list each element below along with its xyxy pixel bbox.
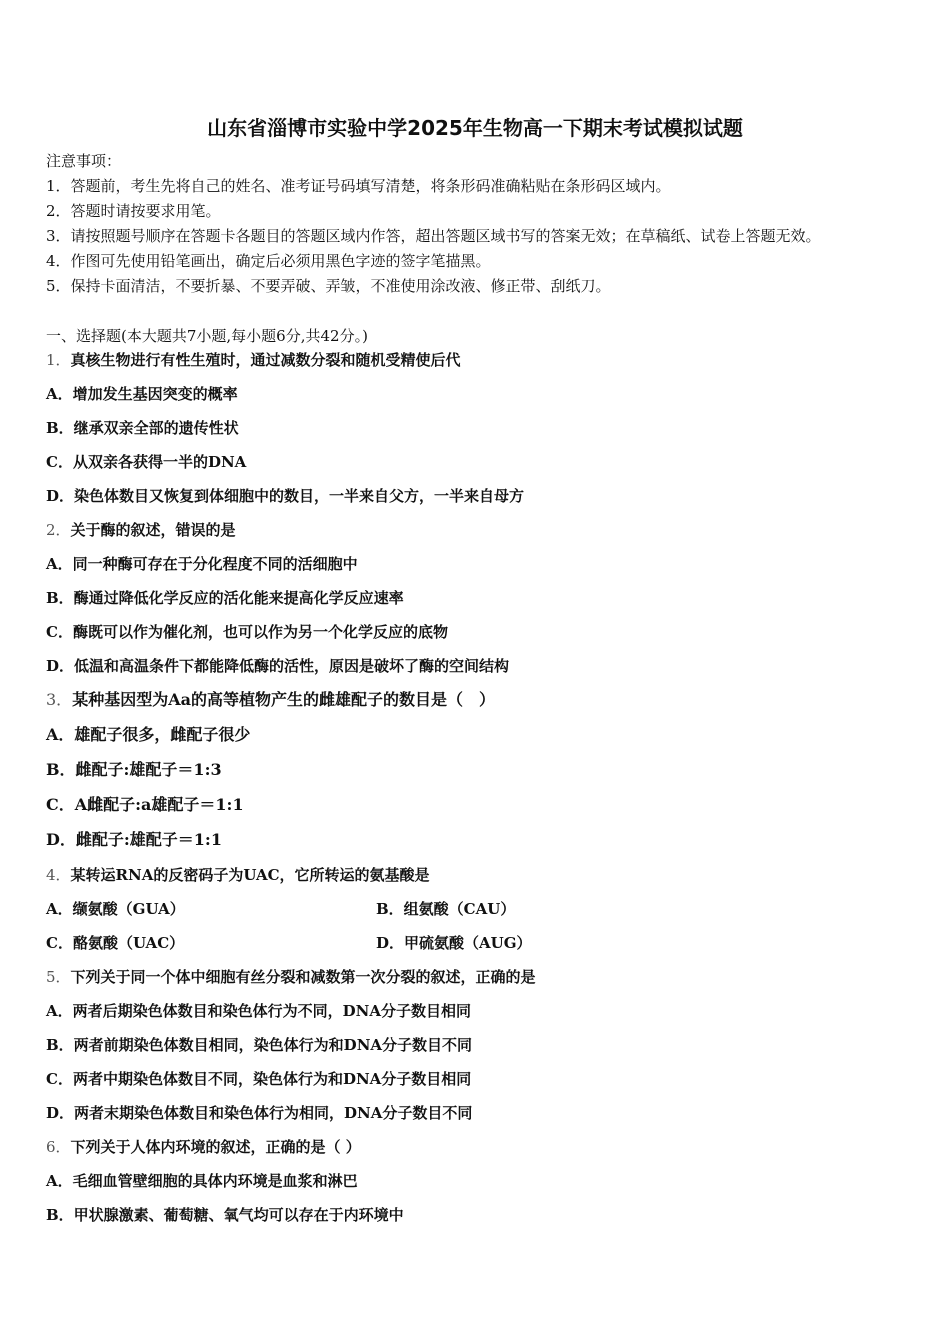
- option-d[interactable]: D．染色体数目又恢复到体细胞中的数目，一半来自父方，一半来自母方: [46, 487, 525, 505]
- question-number: 2．: [46, 521, 71, 539]
- option-c[interactable]: C．酶既可以作为催化剂，也可以作为另一个化学反应的底物: [46, 623, 448, 641]
- page-title: 山东省淄博市实验中学2025年生物高一下期末考试模拟试题: [207, 116, 743, 140]
- question-text: 关于酶的叙述，错误的是: [70, 521, 236, 539]
- question-6: [46, 1137, 361, 1157]
- option-b[interactable]: B．雌配子:雄配子＝1:3: [46, 760, 222, 779]
- option-b[interactable]: B．继承双亲全部的遗传性状: [46, 419, 239, 437]
- question-text: 真核生物进行有性生殖时，通过减数分裂和随机受精使后代: [70, 351, 461, 369]
- option-d[interactable]: D．低温和高温条件下都能降低酶的活性，原因是破坏了酶的空间结构: [46, 657, 510, 675]
- option-a[interactable]: A．增加发生基因突变的概率: [46, 385, 238, 403]
- question-5: [46, 967, 536, 987]
- question-number: 3．: [46, 690, 73, 709]
- question-4: [46, 865, 430, 885]
- notice-item: 5．保持卡面清洁，不要折暴、不要弄破、弄皱，不准使用涂改液、修正带、刮纸刀。: [46, 277, 611, 295]
- option-d[interactable]: D．两者末期染色体数目和染色体行为相同，DNA分子数目不同: [46, 1104, 473, 1122]
- option-c[interactable]: C．从双亲各获得一半的DNA: [46, 453, 247, 471]
- notice-item: 1．答题前，考生先将自己的姓名、准考证号码填写清楚，将条形码准确粘贴在条形码区域内。: [46, 177, 671, 195]
- question-number: 5．: [46, 968, 71, 986]
- notice-heading: 注意事项：: [46, 152, 122, 170]
- option-b[interactable]: B．组氨酸（CAU）: [376, 900, 516, 918]
- option-a[interactable]: A．雄配子很多，雌配子很少: [46, 725, 251, 744]
- option-b[interactable]: B．两者前期染色体数目相同，染色体行为和DNA分子数目不同: [46, 1036, 473, 1054]
- option-d[interactable]: D．雌配子:雄配子＝1:1: [46, 830, 222, 849]
- question-number: 4．: [46, 866, 71, 884]
- option-c[interactable]: C．两者中期染色体数目不同，染色体行为和DNA分子数目相同: [46, 1070, 472, 1088]
- option-b[interactable]: B．酶通过降低化学反应的活化能来提高化学反应速率: [46, 589, 404, 607]
- notice-item: 2．答题时请按要求用笔。: [46, 202, 221, 220]
- question-text: 某种基因型为Aa的高等植物产生的雌雄配子的数目是（ ）: [72, 690, 495, 709]
- option-a[interactable]: A．缬氨酸（GUA）: [46, 900, 185, 918]
- question-text: 下列关于同一个体中细胞有丝分裂和减数第一次分裂的叙述，正确的是: [70, 968, 536, 986]
- option-b[interactable]: B．甲状腺激素、葡萄糖、氧气均可以存在于内环境中: [46, 1206, 404, 1224]
- question-number: 6．: [46, 1138, 71, 1156]
- question-1: [46, 350, 461, 370]
- option-c[interactable]: C．酪氨酸（UAC）: [46, 934, 185, 952]
- question-text: 下列关于人体内环境的叙述，正确的是（ ）: [70, 1138, 361, 1156]
- option-a[interactable]: A．同一种酶可存在于分化程度不同的活细胞中: [46, 555, 358, 573]
- option-c[interactable]: C．A雌配子:a雄配子＝1:1: [46, 795, 244, 814]
- notice-item: 3．请按照题号顺序在答题卡各题目的答题区域内作答，超出答题区域书写的答案无效；在草稿纸、试卷上答题无效。: [46, 227, 821, 245]
- section-heading: 一、选择题(本大题共7小题,每小题6分,共42分。): [46, 327, 368, 345]
- question-2: [46, 520, 236, 540]
- question-text: 某转运RNA的反密码子为UAC，它所转运的氨基酸是: [70, 866, 430, 884]
- question-number: 1．: [46, 351, 71, 369]
- option-a[interactable]: A．毛细血管壁细胞的具体内环境是血浆和淋巴: [46, 1172, 358, 1190]
- option-a[interactable]: A．两者后期染色体数目和染色体行为不同，DNA分子数目相同: [46, 1002, 471, 1020]
- option-d[interactable]: D．甲硫氨酸（AUG）: [376, 934, 532, 952]
- question-3: [46, 690, 495, 710]
- notice-item: 4．作图可先使用铅笔画出，确定后必须用黑色字迹的签字笔描黑。: [46, 252, 491, 270]
